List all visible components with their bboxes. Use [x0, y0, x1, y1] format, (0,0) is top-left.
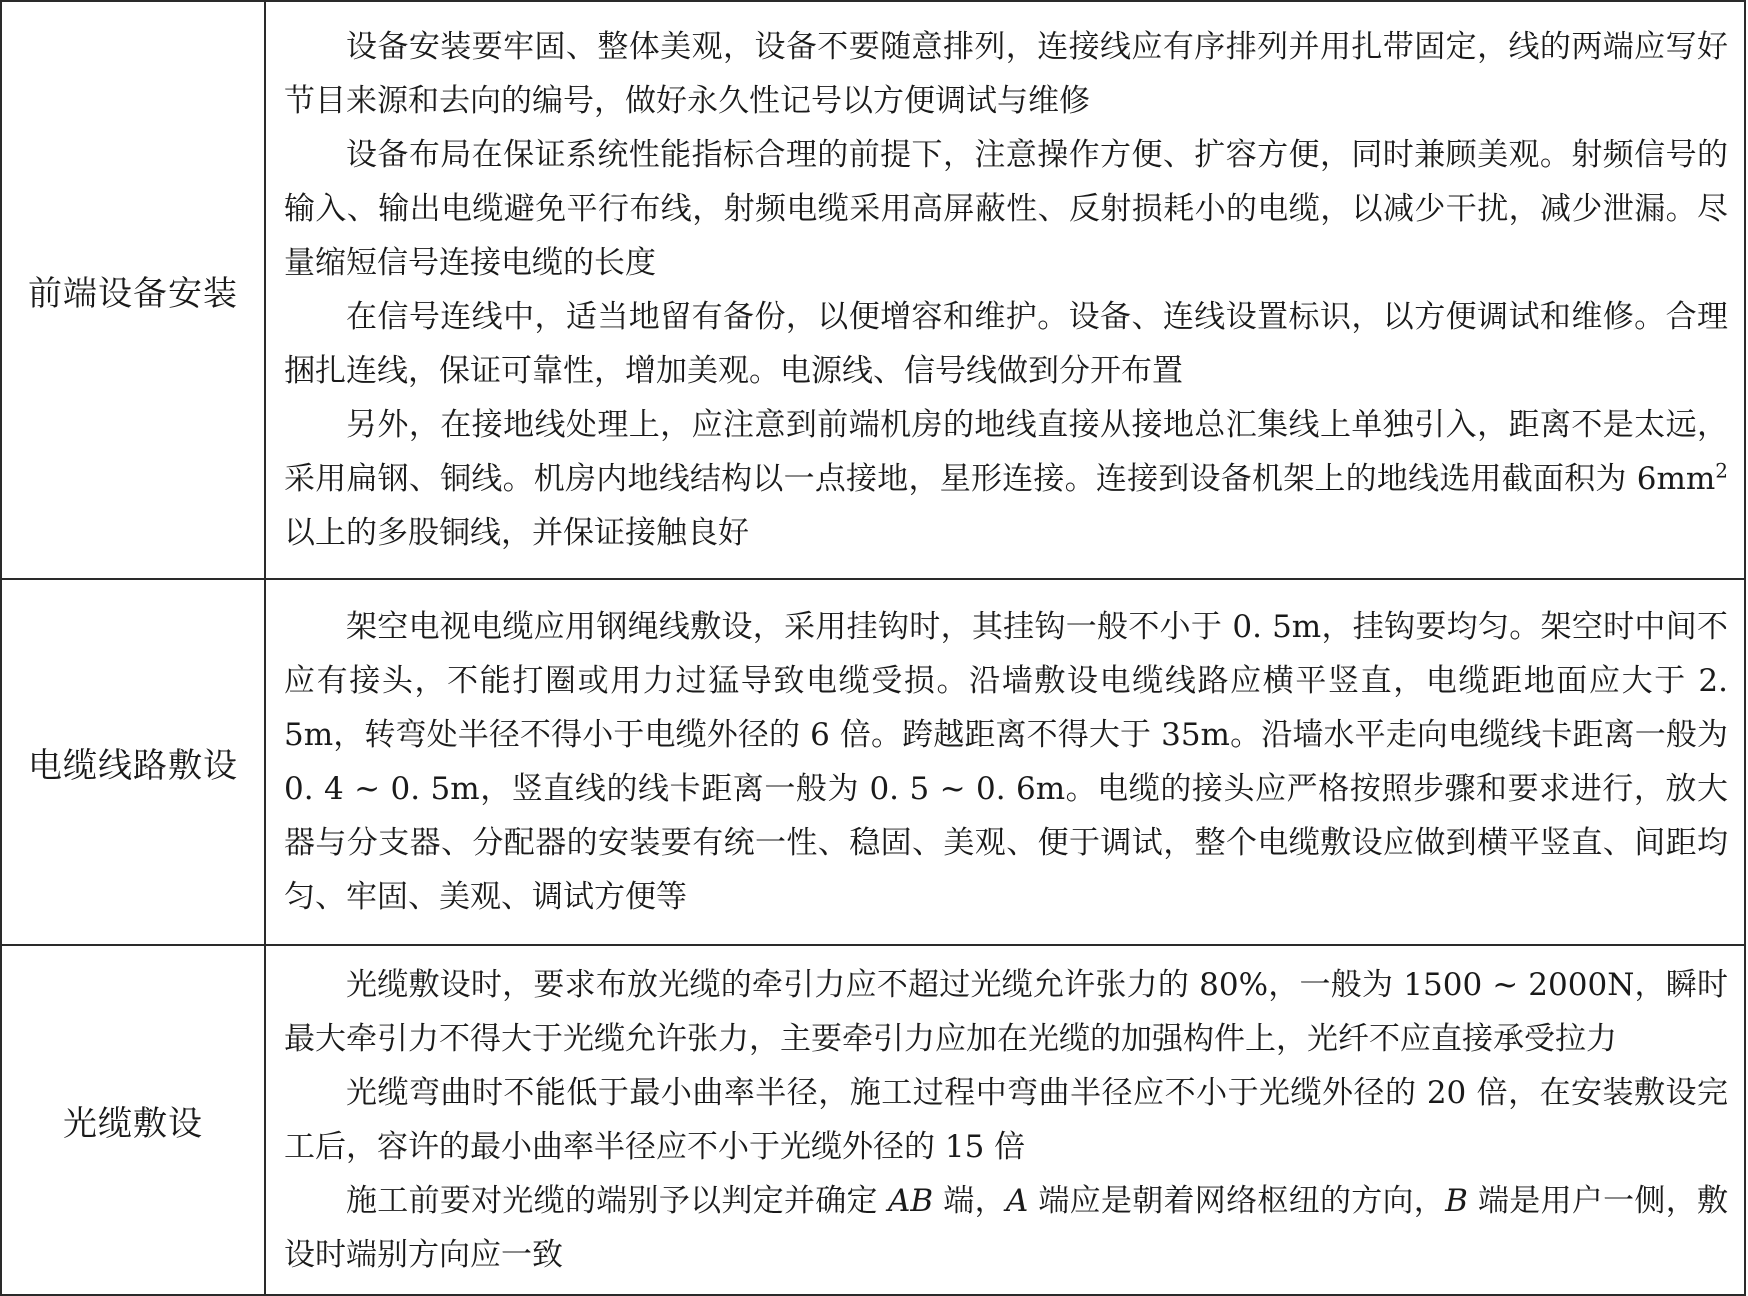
paragraph-text: 端是用户一侧，敷设时端别方向应一致: [284, 1183, 1729, 1273]
paragraph: 光缆弯曲时不能低于最小曲率半径，施工过程中弯曲半径应不小于光缆外径的 20 倍，在安装敷设完工后，容许的最小曲率半径应不小于光缆外径的 15 倍: [284, 1075, 1728, 1165]
paragraph: [284, 398, 1728, 560]
table-row: [1, 1, 1745, 579]
table-row: [1, 579, 1745, 945]
row-content: [265, 945, 1745, 1295]
row-content: [265, 1, 1745, 579]
table-row: [1, 945, 1745, 1295]
paragraph: 在信号连线中，适当地留有备份，以便增容和维护。设备、连线设置标识，以方便调试和维修。合理捆扎连线，保证可靠性，增加美观。电源线、信号线做到分开布置: [284, 299, 1728, 389]
row-label: 光缆敷设: [1, 945, 265, 1295]
paragraph: 架空电视电缆应用钢绳线敷设，采用挂钩时，其挂钩一般不小于 0. 5m，挂钩要均匀。架空时中间不应有接头，不能打圈或用力过猛导致电缆受损。沿墙敷设电缆线路应横平竖直，电缆距地面应大于 2. 5m，转弯处半径不得小于电缆外径的 6 倍。跨越距离不得大于 35m。沿墙水平走向电缆线卡距离一般为 0. 4 ~ 0. 5m，竖直线的线卡距离一般为 0. 5 ~ 0. 6m。电缆的接头应严格按照步骤和要求进行，放大器与分支器、分配器的安装要有统一性、稳固、美观、便于调试，整个电缆敷设应做到横平竖直、间距均匀、牢固、美观、调试方便等: [284, 609, 1728, 915]
paragraph: 设备布局在保证系统性能指标合理的前提下，注意操作方便、扩容方便，同时兼顾美观。射频信号的输入、输出电缆避免平行布线，射频电缆采用高屏蔽性、反射损耗小的电缆，以减少干扰，减少泄漏。尽量缩短信号连接电缆的长度: [284, 137, 1728, 281]
row-label: 前端设备安装: [1, 1, 265, 579]
paragraph-text: 端，: [933, 1183, 1006, 1219]
paragraph-text: 端应是朝着网络枢纽的方向，: [1028, 1183, 1446, 1219]
row-content: [265, 579, 1745, 945]
end-label: B: [1445, 1183, 1468, 1219]
paragraph-text: 施工前要对光缆的端别予以判定并确定: [346, 1183, 888, 1219]
paragraph-text: 以上的多股铜线，并保证接触良好: [284, 515, 749, 551]
end-label: AB: [887, 1183, 934, 1219]
paragraph: 设备安装要牢固、整体美观，设备不要随意排列，连接线应有序排列并用扎带固定，线的两端应写好节目来源和去向的编号，做好永久性记号以方便调试与维修: [284, 29, 1728, 119]
row-label: 电缆线路敷设: [1, 579, 265, 945]
paragraph: 光缆敷设时，要求布放光缆的牵引力应不超过光缆允许张力的 80%，一般为 1500 ~ 2000N，瞬时最大牵引力不得大于光缆允许张力，主要牵引力应加在光缆的加强构件上，光纤不应直接承受拉力: [284, 967, 1728, 1057]
end-label: A: [1005, 1183, 1029, 1219]
paragraph-text: 另外，在接地线处理上，应注意到前端机房的地线直接从接地总汇集线上单独引入，距离不是太远，采用扁钢、铜线。机房内地线结构以一点接地，星形连接。连接到设备机架上的地线选用截面积为 6mm: [284, 407, 1728, 497]
paragraph: [284, 1174, 1728, 1282]
superscript: 2: [1715, 458, 1728, 483]
